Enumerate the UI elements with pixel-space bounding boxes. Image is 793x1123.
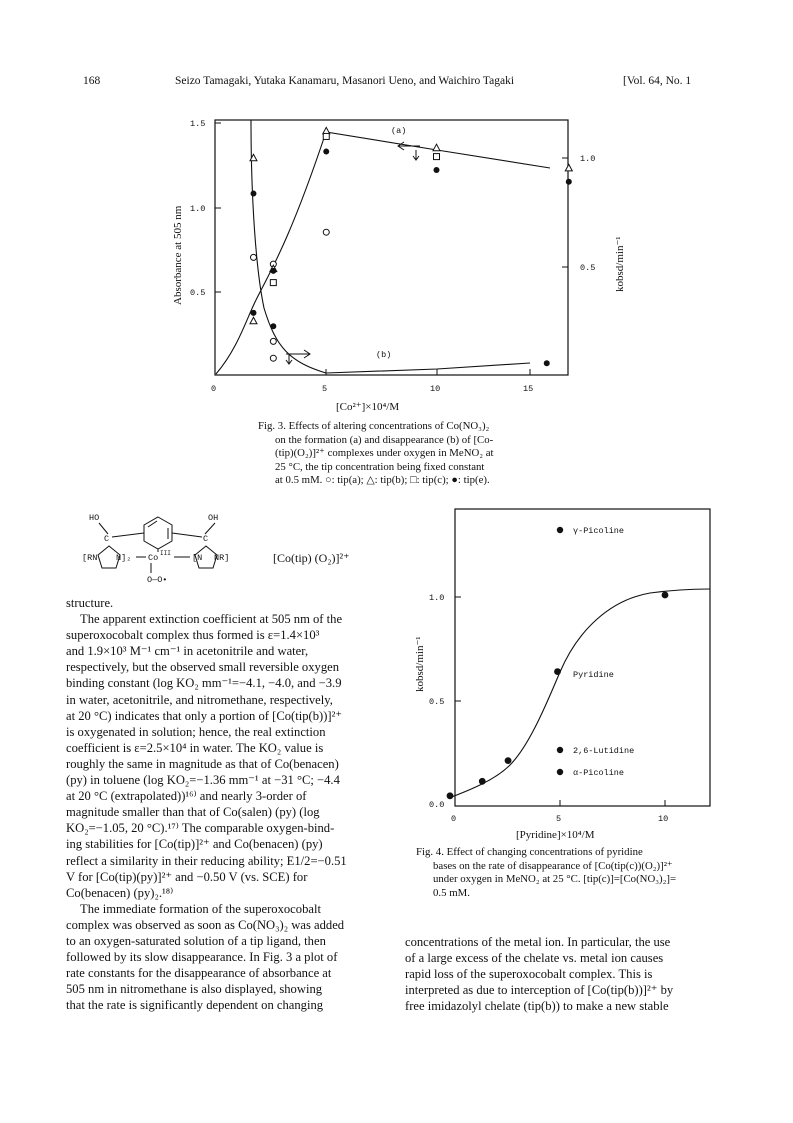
structure-c-right: C: [203, 534, 209, 544]
text-line: KO₂=−1.05, 20 °C).¹⁷⁾ The comparable oxygen-bind-: [66, 821, 335, 836]
figure-4-caption: [416, 846, 716, 900]
text-line: magnitude smaller than that of Co(salen) (py) (log: [66, 805, 320, 820]
fig3-label-a: (a): [391, 126, 407, 136]
structure-n2-right: [N: [192, 553, 203, 563]
data-point: [434, 167, 440, 173]
structure-co-oxidation: III: [160, 550, 171, 557]
structure-c-left: C: [104, 534, 110, 544]
data-point: [434, 154, 440, 160]
text-line: concentrations of the metal ion. In particular, the use: [405, 935, 671, 949]
fig4-legend-marker-gamma: [557, 527, 563, 533]
text-line: is oxygenated in solution; hence, the real extinction: [66, 724, 326, 739]
fig4-legend-lutidine: 2,6-Lutidine: [573, 746, 635, 756]
caption-line: at 0.5 mM. ○: tip(a); △: tip(b); □: tip(c); ●: tip(e).: [275, 474, 490, 487]
text-line: followed by its slow disappearance. In Fig. 3 a plot of: [66, 950, 338, 965]
text-line: interpreted as due to interception of [Co(tip(b))]²⁺ by: [405, 983, 674, 998]
data-point: [565, 164, 572, 171]
text-line: to an oxygen-saturated solution of a tip ligand, then: [66, 933, 326, 948]
fig4-x-axis-label: [Pyridine]×10⁴/M: [516, 829, 595, 841]
fig3-arrow-down: [413, 150, 419, 160]
data-point: [270, 338, 276, 344]
text-line: roughly the same in magnitude as that of Co(benacen): [66, 756, 339, 771]
text-line: The apparent extinction coefficient at 505 nm of the: [80, 612, 343, 627]
structure-ho: HO: [89, 513, 100, 523]
data-point: [250, 310, 256, 316]
fig4-fit-curve: [449, 589, 710, 798]
data-point: [323, 149, 329, 155]
data-point: [250, 317, 257, 324]
fig3-left-tick-label: 1.5: [190, 119, 206, 129]
text-line: 505 nm in nitromethane is also displayed, showing: [66, 982, 323, 997]
running-header-authors: Seizo Tamagaki, Yutaka Kanamaru, Masanori Ueno, and Waichiro Tagaki: [175, 75, 515, 87]
data-point: [544, 360, 550, 366]
caption-line: (tip)(O₂)]²⁺ complexes under oxygen in MeNO₂ at: [275, 447, 494, 460]
fig3-arrow-right: [286, 350, 310, 358]
text-line: in water, acetonitrile, and nitromethane, respectively,: [66, 692, 333, 707]
fig3-left-tick-label: 0.5: [190, 288, 206, 298]
data-point: [270, 323, 276, 329]
text-line: ing stabilities for [Co(tip)]²⁺ and Co(benacen) (py): [66, 837, 323, 852]
text-line: V for [Co(tip)(py)]²⁺ and −0.50 V (vs. SCE) for: [66, 869, 308, 884]
text-line: structure.: [66, 596, 114, 610]
text-line: complex was observed as soon as Co(NO₃)₂ was added: [66, 917, 345, 932]
caption-line: 0.5 mM.: [433, 886, 470, 899]
fig4-x-tick-label: 10: [658, 814, 669, 824]
caption-line: Fig. 3. Effects of altering concentrations of Co(NO₃)₂: [258, 420, 490, 432]
fig3-y-axis-label-right: kobsd/min⁻¹: [614, 236, 626, 292]
data-point: [662, 592, 669, 599]
caption-line: bases on the rate of disappearance of [Co(tip(c))(O₂)]²⁺: [433, 859, 673, 872]
caption-line: on the formation (a) and disappearance (b) of [Co-: [275, 433, 494, 446]
page-number: 168: [83, 75, 101, 87]
fig4-legend-marker-lutidine: [557, 747, 563, 753]
text-line: and 1.9×10³ M⁻¹ cm⁻¹ in acetonitrile and water,: [66, 644, 309, 659]
structure-rn-right: NR]: [214, 553, 230, 563]
data-point: [323, 127, 330, 133]
fig3-right-tick-label: 1.0: [580, 154, 596, 164]
fig4-y-axis-label: kobsd/min⁻¹: [414, 636, 426, 692]
text-line: superoxocobalt complex thus formed is ε=1.4×10³: [66, 628, 320, 643]
data-point: [505, 757, 512, 764]
data-point: [433, 144, 440, 151]
fig3-x-tick-label: 15: [523, 384, 534, 394]
text-line: free imidazolyl chelate (tip(b)) to make a new stable: [405, 999, 669, 1014]
fig4-y-tick-label: 1.0: [429, 593, 445, 603]
fig3-curve-a: [216, 132, 550, 374]
right-column-text: [405, 934, 728, 1014]
text-line: at 20 °C (extrapolated))¹⁶⁾ and nearly 3-order of: [66, 789, 307, 804]
data-point: [270, 355, 276, 361]
data-point: [479, 778, 486, 785]
fig4-legend-gamma: γ-Picoline: [573, 526, 625, 536]
fig3-data-points: [250, 127, 572, 366]
fig4-frame: [455, 509, 710, 806]
text-line: that the rate is significantly dependent on changing: [66, 998, 324, 1013]
fig3-x-tick-label: 5: [322, 384, 328, 394]
structure-rn-left: [RN: [82, 553, 98, 563]
fig4-legend-alpha: α-Picoline: [573, 768, 625, 778]
caption-line: 25 °C, the tip concentration being fixed constant: [275, 460, 485, 473]
text-line: coefficient is ε=2.5×10⁴ in water. The KO₂ value is: [66, 740, 324, 755]
data-point: [270, 280, 276, 286]
fig4-label-pyridine: Pyridine: [573, 670, 614, 680]
data-point: [323, 133, 329, 139]
fig3-y-axis-label-left: Absorbance at 505 nm: [172, 205, 184, 305]
data-point: [250, 191, 256, 197]
fig4-x-tick-label: 5: [556, 814, 562, 824]
fig4-data-points: [447, 592, 669, 800]
fig4-legend-marker-alpha: [557, 769, 563, 775]
caption-line: Fig. 4. Effect of changing concentrations of pyridine: [416, 846, 643, 858]
fig3-right-tick-label: 0.5: [580, 263, 596, 273]
text-line: respectively, but the observed small reversible oxygen: [66, 660, 340, 675]
figure-4-chart: [408, 505, 728, 841]
structure-n2-left: N]₂: [116, 553, 132, 563]
fig4-y-tick-label: 0.0: [429, 800, 445, 810]
fig3-x-tick-label: 10: [430, 384, 441, 394]
data-point: [250, 254, 256, 260]
chemical-structure: [60, 500, 380, 600]
structure-oh: OH: [208, 513, 219, 523]
fig3-x-axis-label: [Co²⁺]×10⁴/M: [336, 401, 400, 413]
data-point: [323, 229, 329, 235]
caption-line: under oxygen in MeNO₂ at 25 °C. [tip(c)]=[Co(NO₃)₂]=: [433, 873, 677, 886]
structure-co: Co: [148, 553, 159, 563]
left-column-text: [66, 595, 389, 1013]
fig3-label-b: (b): [376, 350, 392, 360]
structure-o2: O—O•: [147, 575, 168, 585]
fig4-x-tick-label: 0: [451, 814, 457, 824]
fig4-y-tick-label: 0.5: [429, 697, 445, 707]
fig3-frame: [215, 120, 568, 375]
text-line: of a large excess of the chelate vs. metal ion causes: [405, 951, 664, 966]
text-line: rate constants for the disappearance of absorbance at: [66, 966, 332, 981]
data-point: [447, 792, 454, 799]
text-line: The immediate formation of the superoxocobalt: [80, 901, 321, 916]
figure-3-caption: [258, 420, 558, 488]
text-line: (py) in toluene (log KO₂=−1.36 mm⁻¹ at −31 °C; −4.4: [66, 773, 340, 788]
data-point: [270, 268, 276, 274]
running-header-volume: [Vol. 64, No. 1: [623, 75, 692, 87]
fig3-arrow-left: [398, 142, 420, 150]
data-point: [554, 668, 561, 675]
text-line: Co(benacen) (py)₂.¹⁸⁾: [66, 885, 174, 900]
text-line: binding constant (log KO₂ mm⁻¹=−4.1, −4.0, and −3.9: [66, 676, 342, 691]
fig3-left-tick-label: 1.0: [190, 204, 206, 214]
text-line: at 20 °C) indicates that only a portion of [Co(tip(b))]²⁺: [66, 708, 343, 723]
structure-label: [Co(tip) (O₂)]²⁺: [273, 551, 350, 565]
figure-3-chart: [160, 105, 626, 415]
data-point: [566, 179, 572, 185]
fig3-x-tick-label: 0: [211, 384, 217, 394]
text-line: rapid loss of the superoxocobalt complex. This is: [405, 967, 653, 982]
text-line: reflect a similarity in their reducing ability; E1/2=−0.51: [66, 853, 347, 868]
